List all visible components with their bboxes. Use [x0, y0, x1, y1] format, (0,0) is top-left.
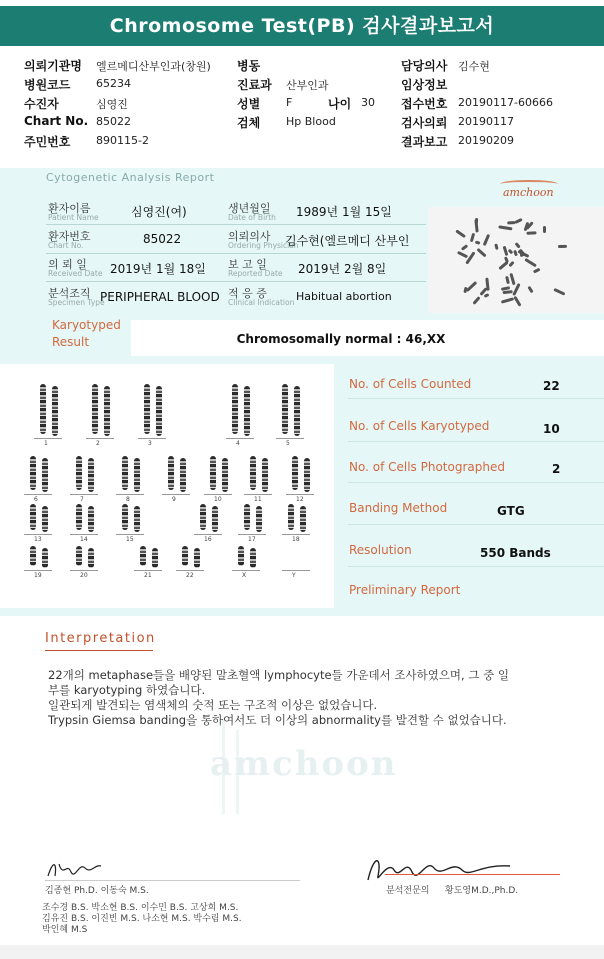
chromosome — [222, 458, 228, 492]
chromosome-number: 7 — [80, 496, 84, 503]
metaphase-chromosome — [558, 245, 567, 248]
metaphase-chromosome — [457, 251, 468, 259]
metaphase-chromosome — [514, 218, 522, 224]
metaphase-spread-image — [428, 207, 604, 313]
right-signatory: 황도영M.D.,Ph.D. — [445, 886, 519, 896]
stat-label: Banding Method — [349, 501, 448, 515]
chromosome — [304, 458, 310, 492]
chromosome — [200, 504, 206, 530]
chromosome-baseline — [24, 534, 52, 535]
field-value: 엘르메디산부인과(창원) — [96, 60, 211, 73]
report-field-label: 보 고 일 — [228, 258, 267, 271]
field-value: 20190209 — [458, 134, 514, 147]
chromosome — [30, 504, 36, 530]
metaphase-chromosome — [513, 296, 521, 307]
report-field-label: 분석조직 — [48, 287, 91, 300]
interpretation-line: 22개의 metaphase들을 배양된 말초혈액 lymphocyte들 가운데서 조사하였으며, 그 중 일 — [48, 668, 509, 682]
chromosome — [180, 458, 186, 492]
field-label: 주민번호 — [24, 135, 71, 149]
chromosome — [210, 456, 216, 490]
divider — [348, 398, 604, 399]
staff-line: 박인혜 M.S — [42, 925, 88, 935]
chromosome-baseline — [282, 570, 310, 571]
chromosome — [238, 546, 244, 566]
chromosome-baseline — [194, 534, 222, 535]
chromosome-baseline — [226, 438, 254, 439]
chromosome — [182, 546, 188, 566]
chromosome-number: 13 — [34, 536, 42, 543]
chromosome-baseline — [134, 570, 162, 571]
report-field-value: Habitual abortion — [296, 290, 392, 303]
report-field-label: 의뢰의사 — [228, 230, 271, 243]
interpretation-line: 일관되게 발견되는 염색체의 숫적 또는 구조적 이상은 없었습니다. — [48, 698, 378, 712]
stat-value: 22 — [543, 379, 560, 393]
report-field-label: 적 응 증 — [228, 287, 267, 300]
chromosome-number: 16 — [204, 536, 212, 543]
metaphase-chromosome — [526, 231, 536, 235]
chromosome-baseline — [138, 438, 166, 439]
stat-value: 2 — [552, 462, 561, 476]
metaphase-chromosome — [509, 272, 515, 284]
right-signature — [360, 850, 520, 890]
chromosome — [88, 506, 94, 532]
page-footer-strip — [0, 945, 604, 959]
chromosome — [288, 504, 294, 530]
metaphase-chromosome — [475, 240, 481, 244]
field-label: Chart No. — [24, 114, 89, 128]
chromosome-number: 18 — [292, 536, 300, 543]
report-field-value: 김수현(엘르메디 산부인 — [285, 234, 410, 248]
chromosome-number: 11 — [254, 496, 262, 503]
chromosome — [42, 548, 48, 568]
field-label: 의뢰기관명 — [24, 59, 82, 73]
chromosome — [244, 504, 250, 530]
analysis-stats — [348, 364, 604, 608]
report-field-value: 85022 — [143, 232, 182, 246]
stat-value: GTG — [497, 504, 525, 518]
report-field-value: PERIPHERAL BLOOD — [100, 290, 220, 304]
chromosome — [168, 456, 174, 490]
karyotyped-label-line2: Result — [52, 335, 90, 349]
chromosome-baseline — [24, 494, 52, 495]
karyotype-result: Chromosomally normal : 46,XX — [236, 332, 446, 346]
chromosome — [144, 384, 150, 434]
right-signatory-role: 분석전문의 — [386, 886, 430, 896]
report-heading: Cytogenetic Analysis Report — [46, 171, 215, 184]
field-value: F — [286, 96, 293, 109]
chromosome — [42, 458, 48, 492]
report-field-sublabel: Clinical Indication — [228, 298, 295, 307]
chromosome-number: 3 — [148, 440, 152, 447]
field-value: 김수현 — [458, 60, 490, 73]
chromosome-number: 22 — [186, 572, 194, 579]
field-label: 병원코드 — [24, 78, 71, 92]
metaphase-chromosome — [505, 275, 510, 284]
karyotyped-result-label — [52, 317, 121, 351]
field-label: 담당의사 — [401, 59, 448, 73]
report-field-sublabel: Patient Name — [48, 213, 99, 222]
chromosome — [256, 506, 262, 532]
chromosome-baseline — [238, 534, 266, 535]
chromosome — [262, 458, 268, 492]
chromosome-baseline — [176, 570, 204, 571]
staff-line: 조수경 B.S. 박소현 B.S. 이수민 B.S. 고상희 M.S. — [42, 903, 239, 913]
metaphase-chromosome — [476, 248, 486, 258]
chromosome — [292, 456, 298, 490]
chromosome — [244, 386, 250, 436]
chromosome-number: 21 — [144, 572, 152, 579]
chromosome-baseline — [286, 494, 314, 495]
chromosome — [122, 504, 128, 530]
chromosome — [42, 506, 48, 532]
metaphase-chromosome — [524, 258, 537, 268]
metaphase-chromosome — [474, 218, 477, 224]
chromosome-number: 10 — [214, 496, 222, 503]
field-label: 결과보고 — [401, 135, 448, 149]
chromosome — [152, 548, 158, 568]
chromosome-number: 5 — [286, 440, 290, 447]
report-field-sublabel: Ordering Physician — [228, 241, 299, 250]
chromosome — [250, 456, 256, 490]
chromosome — [282, 384, 288, 434]
chromosome-number: 4 — [236, 440, 240, 447]
metaphase-chromosome — [455, 229, 466, 238]
chromosome-number: 17 — [248, 536, 256, 543]
divider — [348, 441, 604, 442]
report-field-sublabel: Received Date — [48, 269, 103, 278]
chromosome — [76, 546, 82, 566]
chromosome-baseline — [86, 438, 114, 439]
metaphase-chromosome — [494, 243, 498, 249]
interpretation-text — [48, 668, 568, 728]
divider — [348, 566, 604, 567]
report-field-value: 2019년 1월 18일 — [110, 262, 206, 276]
field-label: 임상정보 — [401, 78, 448, 92]
interpretation-underline — [45, 650, 153, 651]
chromosome — [88, 458, 94, 492]
interpretation-heading: Interpretation — [45, 631, 156, 646]
stat-label: No. of Cells Counted — [349, 377, 472, 391]
divider — [348, 524, 604, 525]
metaphase-chromosome — [508, 261, 514, 267]
interpretation-line: Trypsin Giemsa banding을 통하여서도 더 이상의 abnormality를 발견할 수 없었습니다. — [48, 713, 507, 727]
stat-value: 550 Bands — [480, 546, 551, 560]
stat-value: 10 — [543, 422, 560, 436]
chromosome — [156, 386, 162, 436]
metaphase-chromosome — [484, 293, 490, 298]
chromosome — [104, 386, 110, 436]
metaphase-chromosome — [514, 242, 520, 249]
metaphase-chromosome — [498, 261, 508, 270]
chromosome — [76, 504, 82, 530]
field-value: Hp Blood — [286, 115, 336, 128]
stat-label: Resolution — [349, 543, 412, 557]
staff-line: 김유진 B.S. 이진빈 M.S. 나소현 M.S. 박수림 M.S. — [42, 914, 242, 924]
chromosome-baseline — [276, 438, 304, 439]
metaphase-chromosome — [499, 225, 513, 230]
chromosome-number: 6 — [34, 496, 38, 503]
report-field-label: 의 뢰 일 — [48, 258, 87, 271]
metaphase-chromosome — [465, 281, 477, 292]
field-label: 진료과 — [237, 78, 272, 92]
left-signature-line — [45, 880, 300, 881]
field-label: 접수번호 — [401, 97, 448, 111]
metaphase-chromosome — [532, 268, 540, 274]
left-signature — [45, 858, 105, 880]
chromosome-number: 2 — [96, 440, 100, 447]
chromosome-number: 20 — [80, 572, 88, 579]
field-label: 검체 — [237, 116, 261, 130]
interpretation-line: 부를 karyotyping 하였습니다. — [48, 683, 206, 697]
metaphase-chromosome — [501, 298, 514, 304]
left-signatory: 김종현 Ph.D. 이동숙 M.S. — [45, 886, 149, 896]
chromosome — [194, 548, 200, 568]
chromosome — [122, 456, 128, 490]
report-title: Chromosome Test(PB) 검사결과보고서 — [0, 6, 604, 46]
chromosome-baseline — [70, 570, 98, 571]
field-value: 20190117 — [458, 115, 514, 128]
stat-label: Preliminary Report — [349, 583, 461, 597]
chromosome-number: 9 — [172, 496, 176, 503]
divider — [46, 253, 426, 254]
karyogram-image — [0, 364, 334, 608]
report-field-sublabel: Specimen Type — [48, 298, 105, 307]
report-field-sublabel: Reported Date — [228, 269, 283, 278]
chromosome-baseline — [24, 570, 52, 571]
field-label: 병동 — [237, 59, 261, 73]
chromosome — [76, 456, 82, 490]
metaphase-chromosome — [508, 221, 516, 224]
chromosome-baseline — [34, 438, 62, 439]
field-value: 65234 — [96, 77, 131, 90]
chromosome — [88, 548, 94, 568]
report-field-sublabel: Chart No. — [48, 241, 84, 250]
field-value: 20190117-60666 — [458, 96, 553, 109]
metaphase-chromosome — [543, 226, 546, 232]
chromosome — [212, 506, 218, 532]
chromosome-baseline — [70, 494, 98, 495]
chromosome — [40, 384, 46, 434]
chromosome — [300, 506, 306, 532]
metaphase-chromosome — [485, 278, 489, 291]
report-field-label: 환자이름 — [48, 202, 91, 215]
divider — [46, 224, 426, 225]
right-signature-line — [385, 874, 560, 875]
chromosome-baseline — [282, 534, 310, 535]
field-label: 성별 — [237, 97, 261, 111]
divider — [348, 482, 604, 483]
report-field-label: 환자번호 — [48, 230, 91, 243]
report-field-sublabel: Date of Birth — [228, 213, 276, 222]
stat-label: No. of Cells Karyotyped — [349, 419, 490, 433]
metaphase-chromosome — [461, 244, 468, 251]
field-label: 검사의뢰 — [401, 116, 448, 130]
chromosome-number: Y — [292, 572, 296, 579]
watermark-logo: amchoon — [210, 744, 398, 784]
chromosome — [232, 384, 238, 434]
chromosome-baseline — [204, 494, 232, 495]
chromosome-baseline — [244, 494, 272, 495]
report-field-value: 2019년 2월 8일 — [298, 262, 387, 276]
metaphase-chromosome — [483, 234, 490, 246]
chromosome — [250, 548, 256, 568]
chromosome — [30, 546, 36, 566]
chromosome-number: 1 — [44, 440, 48, 447]
report-field-value: 심영진(여) — [131, 205, 187, 219]
chromosome-baseline — [116, 534, 144, 535]
chromosome-number: 8 — [126, 496, 130, 503]
chromosome-number: 19 — [34, 572, 42, 579]
divider — [46, 281, 426, 282]
chromosome — [294, 386, 300, 436]
report-field-label: 생년월일 — [228, 202, 271, 215]
field-label: 나이 — [328, 97, 352, 111]
chromosome-number: 12 — [296, 496, 304, 503]
field-value: 890115-2 — [96, 134, 149, 147]
karyotyped-label-line1: Karyotyped — [52, 318, 121, 332]
field-label: 수진자 — [24, 97, 59, 111]
stat-label: No. of Cells Photographed — [349, 460, 505, 474]
report-field-value: 1989년 1월 15일 — [296, 205, 392, 219]
chromosome — [140, 546, 146, 566]
field-value: 심영진 — [96, 98, 128, 111]
chromosome-number: X — [242, 572, 247, 579]
metaphase-chromosome — [554, 288, 566, 296]
chromosome-baseline — [116, 494, 144, 495]
chromosome-baseline — [70, 534, 98, 535]
metaphase-chromosome — [466, 252, 476, 265]
chromosome — [134, 458, 140, 492]
chromosome — [30, 456, 36, 490]
metaphase-chromosome — [472, 296, 480, 305]
chromosome — [92, 384, 98, 434]
chromosome-baseline — [232, 570, 260, 571]
chromosome-number: 14 — [80, 536, 88, 543]
chromosome-baseline — [162, 494, 190, 495]
chromosome — [134, 506, 140, 532]
chromosome-number: 15 — [126, 536, 134, 543]
metaphase-chromosome — [527, 286, 533, 294]
field-value: 산부인과 — [286, 79, 329, 92]
amchoon-logo: amchoon — [503, 186, 554, 199]
field-value: 30 — [361, 96, 375, 109]
chromosome — [52, 386, 58, 436]
metaphase-chromosome — [502, 290, 513, 294]
field-value: 85022 — [96, 115, 131, 128]
